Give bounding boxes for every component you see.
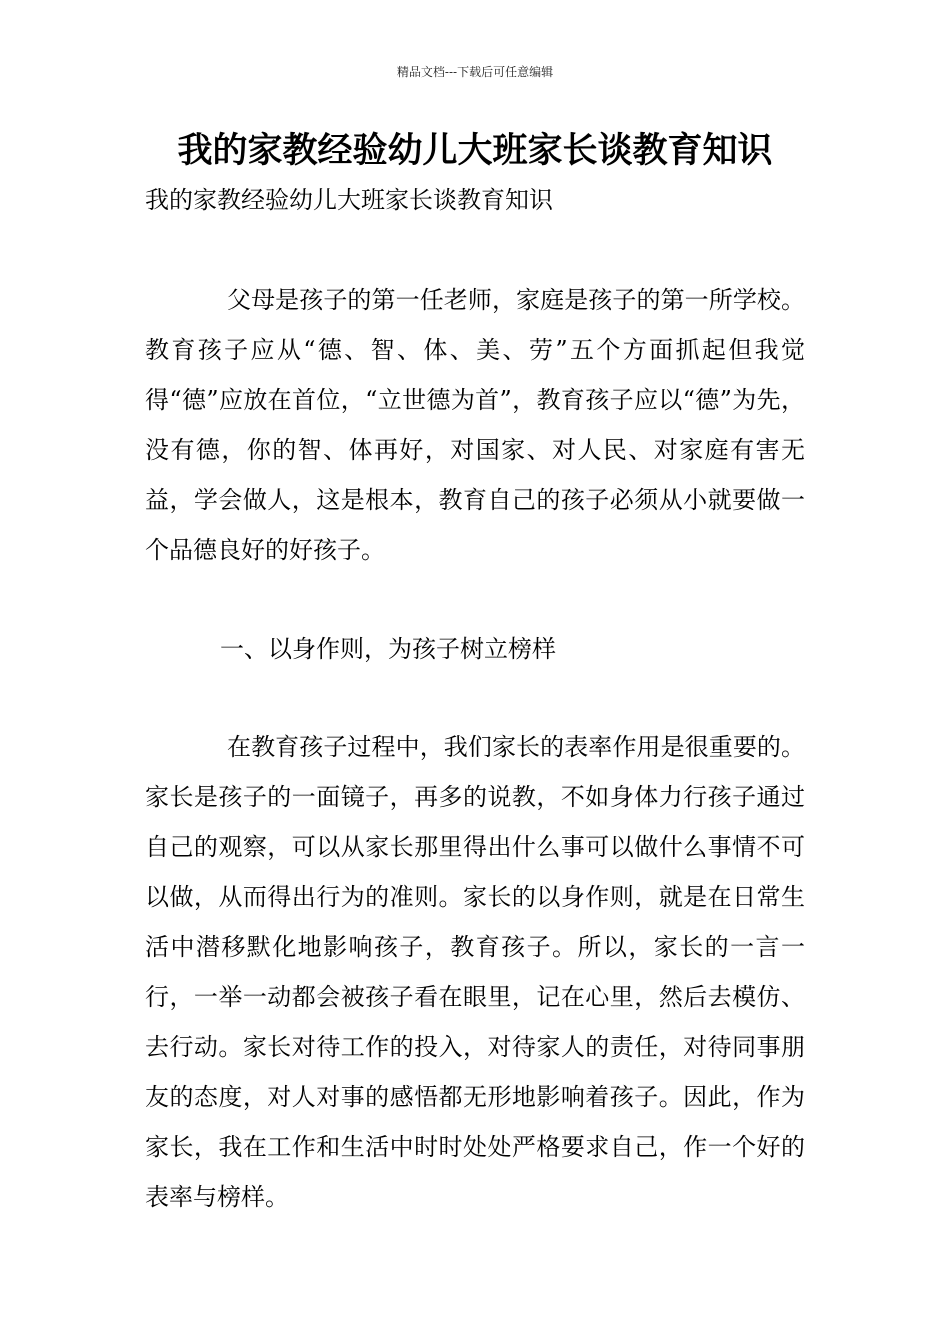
body-paragraph: 在教育孩子过程中，我们家长的表率作用是很重要的。家长是孩子的一面镜子，再多的说教，不如身体力行孩子通过自己的观察，可以从家长那里得出什么事可以做什么事情不可以做，从而得出行为的准则。家长的以身作则，就是在日常生活中潜移默化地影响孩子，教育孩子。所以，家长的一言一行，一举一动都会被孩子看在眼里，记在心里，然后去模仿、去行动。家长对待工作的投入，对待家人的责任，对待同事朋友的态度，对人对事的感悟都无形地影响着孩子。因此，作为家长，我在工作和生活中时时处处严格要求自己，作一个好的表率与榜样。 bbox=[145, 733, 805, 1211]
page-header-note: 精品文档---下载后可任意编辑 bbox=[396, 65, 554, 79]
section-heading: 一、以身作则，为孩子树立榜样 bbox=[220, 635, 556, 663]
intro-paragraph: 父母是孩子的第一任老师，家庭是孩子的第一所学校。教育孩子应从“德、智、体、美、劳”五个方面抓起但我觉得“德”应放在首位，“立世德为首”，教育孩子应以“德”为先，没有德，你的智、体再好，对国家、对人民、对家庭有害无益，学会做人，这是根本，教育自己的孩子必须从小就要做一个品德良好的好孩子。 bbox=[145, 286, 805, 564]
document-subtitle: 我的家教经验幼儿大班家长谈教育知识 bbox=[145, 186, 553, 214]
document-title: 我的家教经验幼儿大班家长谈教育知识 bbox=[177, 131, 773, 171]
